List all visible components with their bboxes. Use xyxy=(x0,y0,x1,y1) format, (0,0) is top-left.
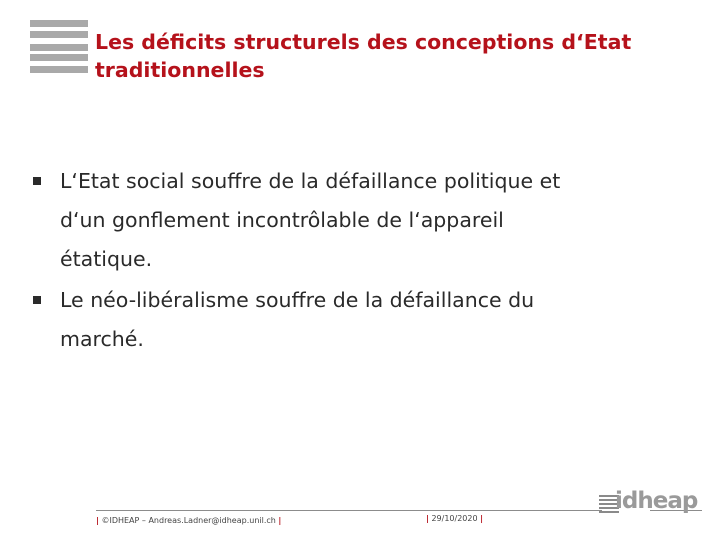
logo-bar xyxy=(30,54,88,61)
footer-date xyxy=(426,514,483,523)
bullet-item xyxy=(32,281,682,359)
footer-divider xyxy=(96,510,602,511)
footer-separator: | xyxy=(480,514,484,523)
bullet-text-line: L‘Etat social souffre de la défaillance politique et xyxy=(60,169,561,193)
logo-bar xyxy=(30,66,88,73)
bullet-item xyxy=(32,162,682,279)
bullet-text-line: Le néo-libéralisme souffre de la défaillance du xyxy=(60,288,535,312)
slide-title xyxy=(95,28,715,84)
footer-separator: | xyxy=(278,516,282,525)
logo-wordmark: idheap xyxy=(615,488,698,514)
bullet-text-line: marché. xyxy=(60,327,144,351)
square-bullet-icon xyxy=(33,296,41,304)
slide-title-line: traditionnelles xyxy=(95,58,265,82)
header-logo-bars xyxy=(30,20,88,76)
footer-separator: | xyxy=(96,516,99,525)
bullet-text-line: étatique. xyxy=(60,247,153,271)
logo-bar xyxy=(30,44,88,51)
footer-date-text: 29/10/2020 xyxy=(431,514,478,523)
idheap-logo xyxy=(599,488,698,520)
logo-bar xyxy=(30,20,88,27)
footer-credit xyxy=(96,516,281,525)
bullet-list xyxy=(32,162,682,359)
footer-credit-text: ©IDHEAP – Andreas.Ladner@idheap.unil.ch xyxy=(101,516,276,525)
bullet-text-line: d‘un gonflement incontrôlable de l‘appareil xyxy=(60,208,504,232)
footer-separator: | xyxy=(426,514,429,523)
slide-title-line: Les déficits structurels des conceptions d‘Etat xyxy=(95,30,632,54)
square-bullet-icon xyxy=(33,177,41,185)
logo-bar xyxy=(30,31,88,38)
